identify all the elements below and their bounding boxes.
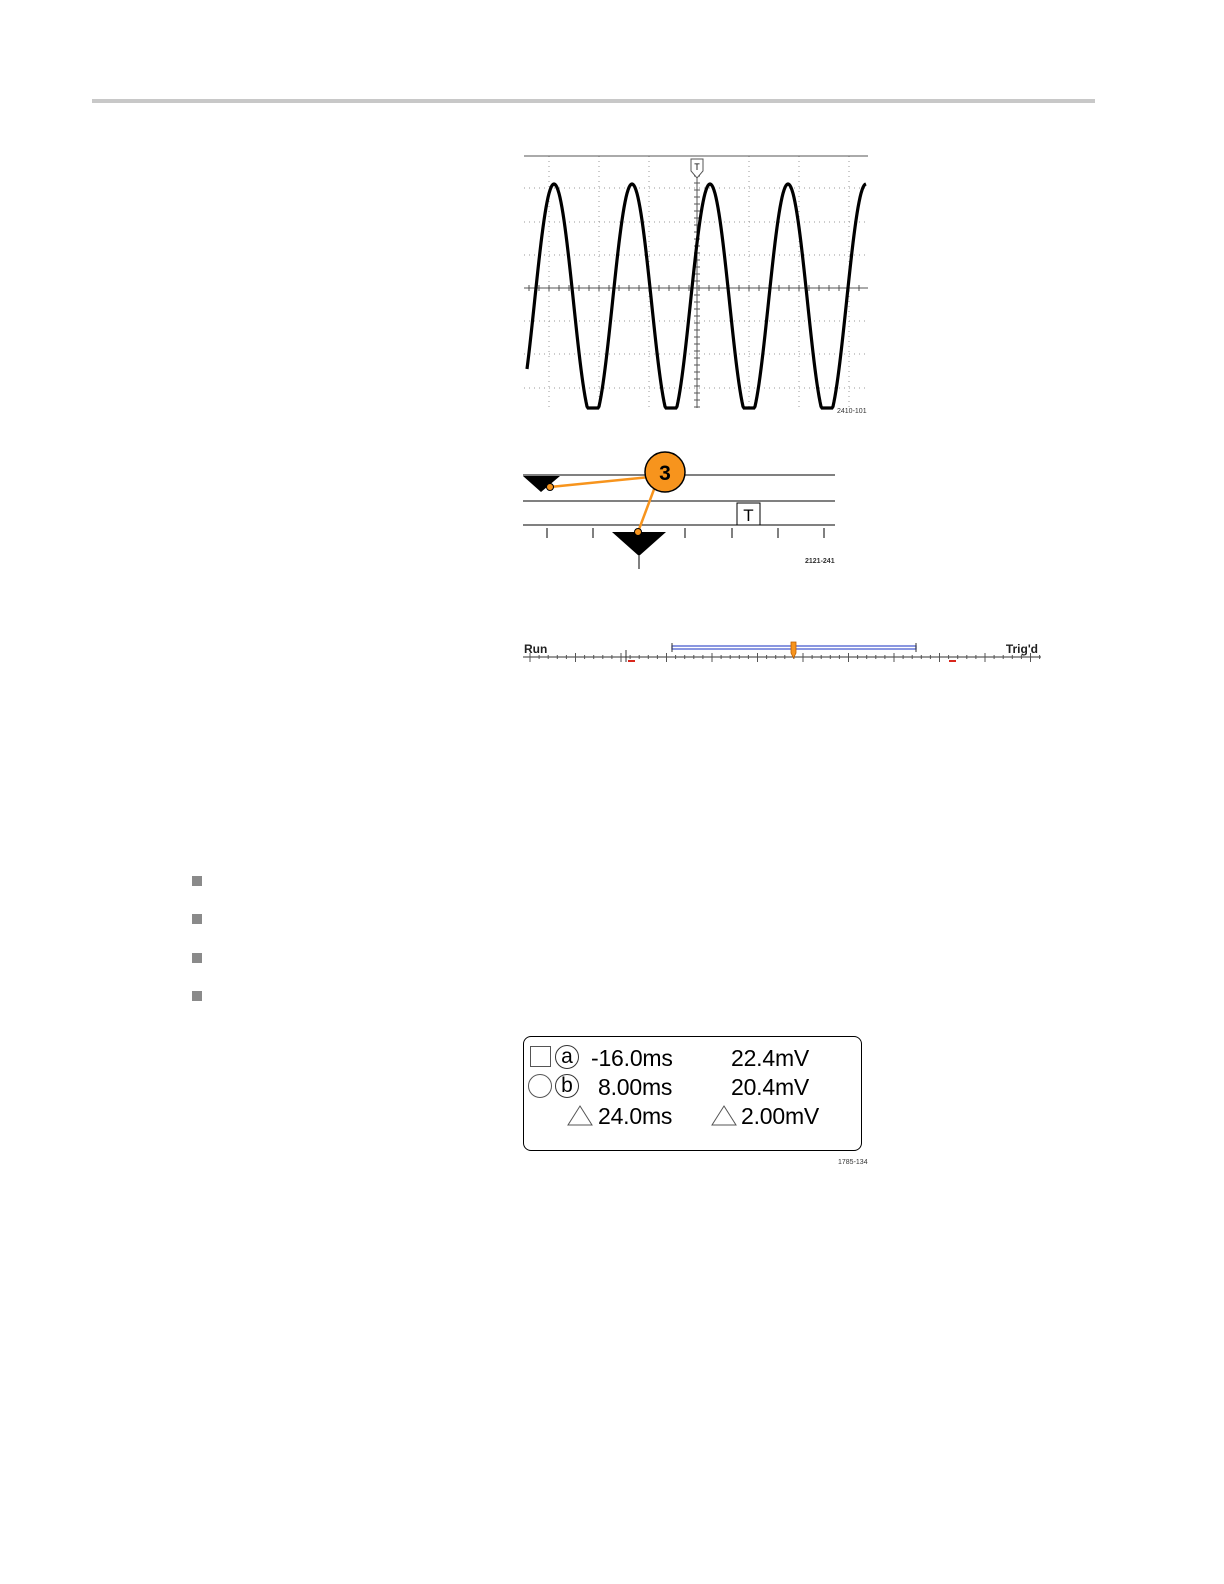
record-view-figure xyxy=(520,450,840,570)
status-bar-diagram xyxy=(520,636,1044,666)
bullet-marker xyxy=(192,953,202,963)
record-start-marker-icon xyxy=(523,476,560,492)
run-status-label: Run xyxy=(524,642,548,656)
trigger-marker-label: T xyxy=(694,162,700,172)
delta-time-icon xyxy=(567,1105,593,1127)
cursor-a-time: -16.0ms xyxy=(591,1045,673,1071)
waveform-figure xyxy=(522,152,870,420)
figure-id-label: 2410-101 xyxy=(837,408,867,415)
figure-id-label: 2121-241 xyxy=(805,558,835,565)
record-trigger-label: T xyxy=(743,506,754,525)
cursor-b-voltage: 20.4mV xyxy=(731,1074,810,1100)
bullet-marker xyxy=(192,876,202,886)
header-rule xyxy=(92,99,1095,103)
cursor-readout-panel xyxy=(523,1036,862,1151)
callout-3-badge xyxy=(645,452,685,492)
bullet-marker xyxy=(192,914,202,924)
delta-voltage-value: 2.00mV xyxy=(741,1103,820,1129)
square-cursor-icon xyxy=(530,1046,551,1067)
callout-number: 3 xyxy=(659,462,671,485)
cursor-b-badge: b xyxy=(555,1074,579,1098)
circle-cursor-icon xyxy=(528,1074,552,1098)
cursor-a-voltage: 22.4mV xyxy=(731,1045,810,1071)
record-view-diagram xyxy=(520,450,840,570)
red-cursor-marker-right xyxy=(949,660,956,662)
status-bar-figure xyxy=(520,636,1044,666)
figure-id-label: 1785-134 xyxy=(838,1159,868,1166)
cursor-b-time: 8.00ms xyxy=(598,1074,673,1100)
waveform-graticule xyxy=(522,152,870,420)
trigger-position-icon xyxy=(691,159,703,178)
red-cursor-marker-left xyxy=(628,660,635,662)
trigger-status-label: Trig'd xyxy=(1005,642,1038,656)
delta-voltage-icon xyxy=(711,1105,737,1127)
cursor-a-badge: a xyxy=(555,1045,579,1069)
bullet-marker xyxy=(192,991,202,1001)
delta-time-value: 24.0ms xyxy=(598,1103,673,1129)
trigger-point-icon xyxy=(791,642,796,658)
callout-leaders xyxy=(547,477,657,536)
